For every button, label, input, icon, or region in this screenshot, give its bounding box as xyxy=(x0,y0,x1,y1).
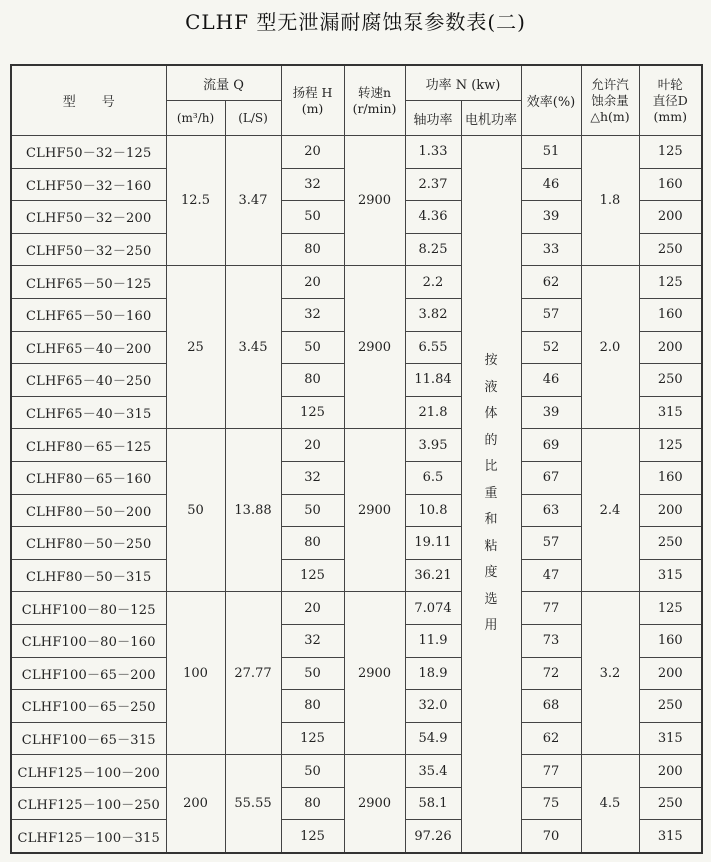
model-cell: CLHF80－50－315 xyxy=(11,559,166,592)
efficiency-cell: 39 xyxy=(521,396,581,429)
impeller-diameter-cell: 315 xyxy=(639,396,702,429)
flow-ls-cell: 27.77 xyxy=(225,592,281,755)
shaft-power-cell: 21.8 xyxy=(405,396,461,429)
impeller-diameter-cell: 200 xyxy=(639,201,702,234)
model-cell: CLHF80－65－160 xyxy=(11,461,166,494)
efficiency-cell: 68 xyxy=(521,690,581,723)
shaft-power-cell: 2.37 xyxy=(405,168,461,201)
shaft-power-cell: 1.33 xyxy=(405,136,461,169)
header-power: 功率 N (kw) xyxy=(405,65,521,101)
model-cell: CLHF100－65－200 xyxy=(11,657,166,690)
impeller-diameter-cell: 160 xyxy=(639,168,702,201)
model-cell: CLHF125－100－250 xyxy=(11,787,166,820)
impeller-diameter-cell: 250 xyxy=(639,787,702,820)
shaft-power-cell: 35.4 xyxy=(405,755,461,788)
head-cell: 20 xyxy=(281,136,344,169)
efficiency-cell: 47 xyxy=(521,559,581,592)
model-cell: CLHF50－32－250 xyxy=(11,233,166,266)
efficiency-cell: 33 xyxy=(521,233,581,266)
efficiency-cell: 46 xyxy=(521,168,581,201)
header-model-label: 型 号 xyxy=(62,95,115,110)
impeller-diameter-cell: 200 xyxy=(639,755,702,788)
model-cell: CLHF80－50－250 xyxy=(11,527,166,560)
header-head-label: 扬程 H xyxy=(292,84,333,100)
impeller-diameter-cell: 125 xyxy=(639,592,702,625)
impeller-diameter-cell: 315 xyxy=(639,820,702,853)
shaft-power-cell: 36.21 xyxy=(405,559,461,592)
model-cell: CLHF100－65－315 xyxy=(11,722,166,755)
speed-cell: 2900 xyxy=(344,755,405,853)
speed-cell: 2900 xyxy=(344,429,405,592)
header-head xyxy=(281,65,344,136)
impeller-diameter-cell: 250 xyxy=(639,233,702,266)
shaft-power-cell: 4.36 xyxy=(405,201,461,234)
head-cell: 50 xyxy=(281,201,344,234)
flow-m3h-cell: 200 xyxy=(166,755,225,853)
head-cell: 50 xyxy=(281,755,344,788)
efficiency-cell: 75 xyxy=(521,787,581,820)
impeller-diameter-cell: 200 xyxy=(639,494,702,527)
flow-ls-cell: 55.55 xyxy=(225,755,281,853)
shaft-power-cell: 7.074 xyxy=(405,592,461,625)
motor-note-char: 的 xyxy=(484,432,498,448)
table-row xyxy=(11,266,702,299)
shaft-power-cell: 19.11 xyxy=(405,527,461,560)
impeller-diameter-cell: 160 xyxy=(639,624,702,657)
efficiency-cell: 51 xyxy=(521,136,581,169)
model-cell: CLHF65－40－250 xyxy=(11,364,166,397)
npsh-cell: 3.2 xyxy=(581,592,639,755)
header-speed-unit: (r/min) xyxy=(352,100,397,116)
header-impeller-line3: (mm) xyxy=(653,108,687,124)
efficiency-cell: 73 xyxy=(521,624,581,657)
impeller-diameter-cell: 160 xyxy=(639,461,702,494)
shaft-power-cell: 18.9 xyxy=(405,657,461,690)
shaft-power-cell: 2.2 xyxy=(405,266,461,299)
head-cell: 80 xyxy=(281,690,344,723)
header-shaft-power: 轴功率 xyxy=(405,101,461,136)
header-npsh-line3: △h(m) xyxy=(590,108,630,124)
model-cell: CLHF65－50－125 xyxy=(11,266,166,299)
model-cell: CLHF125－100－200 xyxy=(11,755,166,788)
efficiency-cell: 72 xyxy=(521,657,581,690)
motor-note-char: 和 xyxy=(484,512,498,528)
motor-note-char: 比 xyxy=(484,459,498,475)
shaft-power-cell: 3.82 xyxy=(405,298,461,331)
model-cell: CLHF50－32－160 xyxy=(11,168,166,201)
head-cell: 32 xyxy=(281,298,344,331)
motor-note-char: 用 xyxy=(484,618,498,634)
header-speed xyxy=(344,65,405,136)
flow-m3h-cell: 100 xyxy=(166,592,225,755)
motor-note-char: 液 xyxy=(484,379,498,395)
head-cell: 125 xyxy=(281,820,344,853)
efficiency-cell: 77 xyxy=(521,592,581,625)
model-cell: CLHF80－50－200 xyxy=(11,494,166,527)
impeller-diameter-cell: 125 xyxy=(639,429,702,462)
model-cell: CLHF100－80－160 xyxy=(11,624,166,657)
shaft-power-cell: 6.5 xyxy=(405,461,461,494)
impeller-diameter-cell: 200 xyxy=(639,331,702,364)
efficiency-cell: 62 xyxy=(521,722,581,755)
table-row xyxy=(11,755,702,788)
efficiency-cell: 62 xyxy=(521,266,581,299)
motor-note-char: 粘 xyxy=(484,538,498,554)
impeller-diameter-cell: 315 xyxy=(639,559,702,592)
shaft-power-cell: 11.9 xyxy=(405,624,461,657)
head-cell: 125 xyxy=(281,722,344,755)
head-cell: 80 xyxy=(281,527,344,560)
motor-note-char: 重 xyxy=(484,485,498,501)
efficiency-cell: 77 xyxy=(521,755,581,788)
table-row xyxy=(11,136,702,169)
shaft-power-cell: 58.1 xyxy=(405,787,461,820)
head-cell: 32 xyxy=(281,461,344,494)
model-cell: CLHF50－32－125 xyxy=(11,136,166,169)
npsh-cell: 2.4 xyxy=(581,429,639,592)
header-efficiency: 效率(%) xyxy=(521,65,581,136)
speed-cell: 2900 xyxy=(344,136,405,266)
shaft-power-cell: 97.26 xyxy=(405,820,461,853)
head-cell: 50 xyxy=(281,331,344,364)
efficiency-cell: 57 xyxy=(521,527,581,560)
shaft-power-cell: 6.55 xyxy=(405,331,461,364)
efficiency-cell: 69 xyxy=(521,429,581,462)
impeller-diameter-cell: 125 xyxy=(639,266,702,299)
flow-ls-cell: 3.47 xyxy=(225,136,281,266)
head-cell: 125 xyxy=(281,396,344,429)
motor-note-char: 度 xyxy=(484,565,498,581)
shaft-power-cell: 3.95 xyxy=(405,429,461,462)
motor-note-char: 选 xyxy=(484,591,498,607)
model-cell: CLHF65－40－315 xyxy=(11,396,166,429)
model-cell: CLHF80－65－125 xyxy=(11,429,166,462)
efficiency-cell: 46 xyxy=(521,364,581,397)
header-model xyxy=(11,65,166,136)
impeller-diameter-cell: 125 xyxy=(639,136,702,169)
shaft-power-cell: 11.84 xyxy=(405,364,461,397)
impeller-diameter-cell: 315 xyxy=(639,722,702,755)
impeller-diameter-cell: 200 xyxy=(639,657,702,690)
head-cell: 50 xyxy=(281,494,344,527)
head-cell: 20 xyxy=(281,266,344,299)
speed-cell: 2900 xyxy=(344,266,405,429)
header-flow: 流量 Q xyxy=(166,65,281,101)
npsh-cell: 4.5 xyxy=(581,755,639,853)
header-npsh-line2: 蚀余量 xyxy=(591,92,629,108)
impeller-diameter-cell: 250 xyxy=(639,527,702,560)
head-cell: 125 xyxy=(281,559,344,592)
head-cell: 20 xyxy=(281,592,344,625)
model-cell: CLHF100－65－250 xyxy=(11,690,166,723)
head-cell: 32 xyxy=(281,168,344,201)
table-row xyxy=(11,592,702,625)
model-cell: CLHF100－80－125 xyxy=(11,592,166,625)
head-cell: 32 xyxy=(281,624,344,657)
model-cell: CLHF65－40－200 xyxy=(11,331,166,364)
head-cell: 80 xyxy=(281,364,344,397)
impeller-diameter-cell: 250 xyxy=(639,690,702,723)
header-npsh xyxy=(581,65,639,136)
motor-note-char: 按 xyxy=(484,353,498,369)
shaft-power-cell: 32.0 xyxy=(405,690,461,723)
head-cell: 50 xyxy=(281,657,344,690)
header-flow-m3h: (m³/h) xyxy=(166,101,225,136)
page-title: CLHF 型无泄漏耐腐蚀泵参数表(二) xyxy=(185,10,526,34)
npsh-cell: 2.0 xyxy=(581,266,639,429)
efficiency-cell: 70 xyxy=(521,820,581,853)
efficiency-cell: 63 xyxy=(521,494,581,527)
pump-parameter-table xyxy=(10,64,703,854)
head-cell: 80 xyxy=(281,787,344,820)
header-head-unit: (m) xyxy=(301,100,324,116)
motor-power-note xyxy=(461,136,521,854)
efficiency-cell: 67 xyxy=(521,461,581,494)
header-impeller-line1: 叶轮 xyxy=(657,76,683,92)
shaft-power-cell: 54.9 xyxy=(405,722,461,755)
flow-m3h-cell: 50 xyxy=(166,429,225,592)
head-cell: 20 xyxy=(281,429,344,462)
model-cell: CLHF50－32－200 xyxy=(11,201,166,234)
flow-m3h-cell: 12.5 xyxy=(166,136,225,266)
efficiency-cell: 52 xyxy=(521,331,581,364)
impeller-diameter-cell: 160 xyxy=(639,298,702,331)
model-cell: CLHF125－100－315 xyxy=(11,820,166,853)
header-speed-label: 转速n xyxy=(357,84,392,100)
flow-ls-cell: 3.45 xyxy=(225,266,281,429)
flow-ls-cell: 13.88 xyxy=(225,429,281,592)
header-row xyxy=(11,65,702,101)
efficiency-cell: 57 xyxy=(521,298,581,331)
header-impeller-line2: 直径D xyxy=(652,92,688,108)
speed-cell: 2900 xyxy=(344,592,405,755)
model-cell: CLHF65－50－160 xyxy=(11,298,166,331)
motor-note-char: 体 xyxy=(484,406,498,422)
head-cell: 80 xyxy=(281,233,344,266)
shaft-power-cell: 8.25 xyxy=(405,233,461,266)
impeller-diameter-cell: 250 xyxy=(639,364,702,397)
efficiency-cell: 39 xyxy=(521,201,581,234)
flow-m3h-cell: 25 xyxy=(166,266,225,429)
header-flow-ls: (L/S) xyxy=(225,101,281,136)
header-npsh-line1: 允许汽 xyxy=(591,76,629,92)
shaft-power-cell: 10.8 xyxy=(405,494,461,527)
header-impeller xyxy=(639,65,702,136)
table-row xyxy=(11,429,702,462)
npsh-cell: 1.8 xyxy=(581,136,639,266)
header-motor-power: 电机功率 xyxy=(461,101,521,136)
